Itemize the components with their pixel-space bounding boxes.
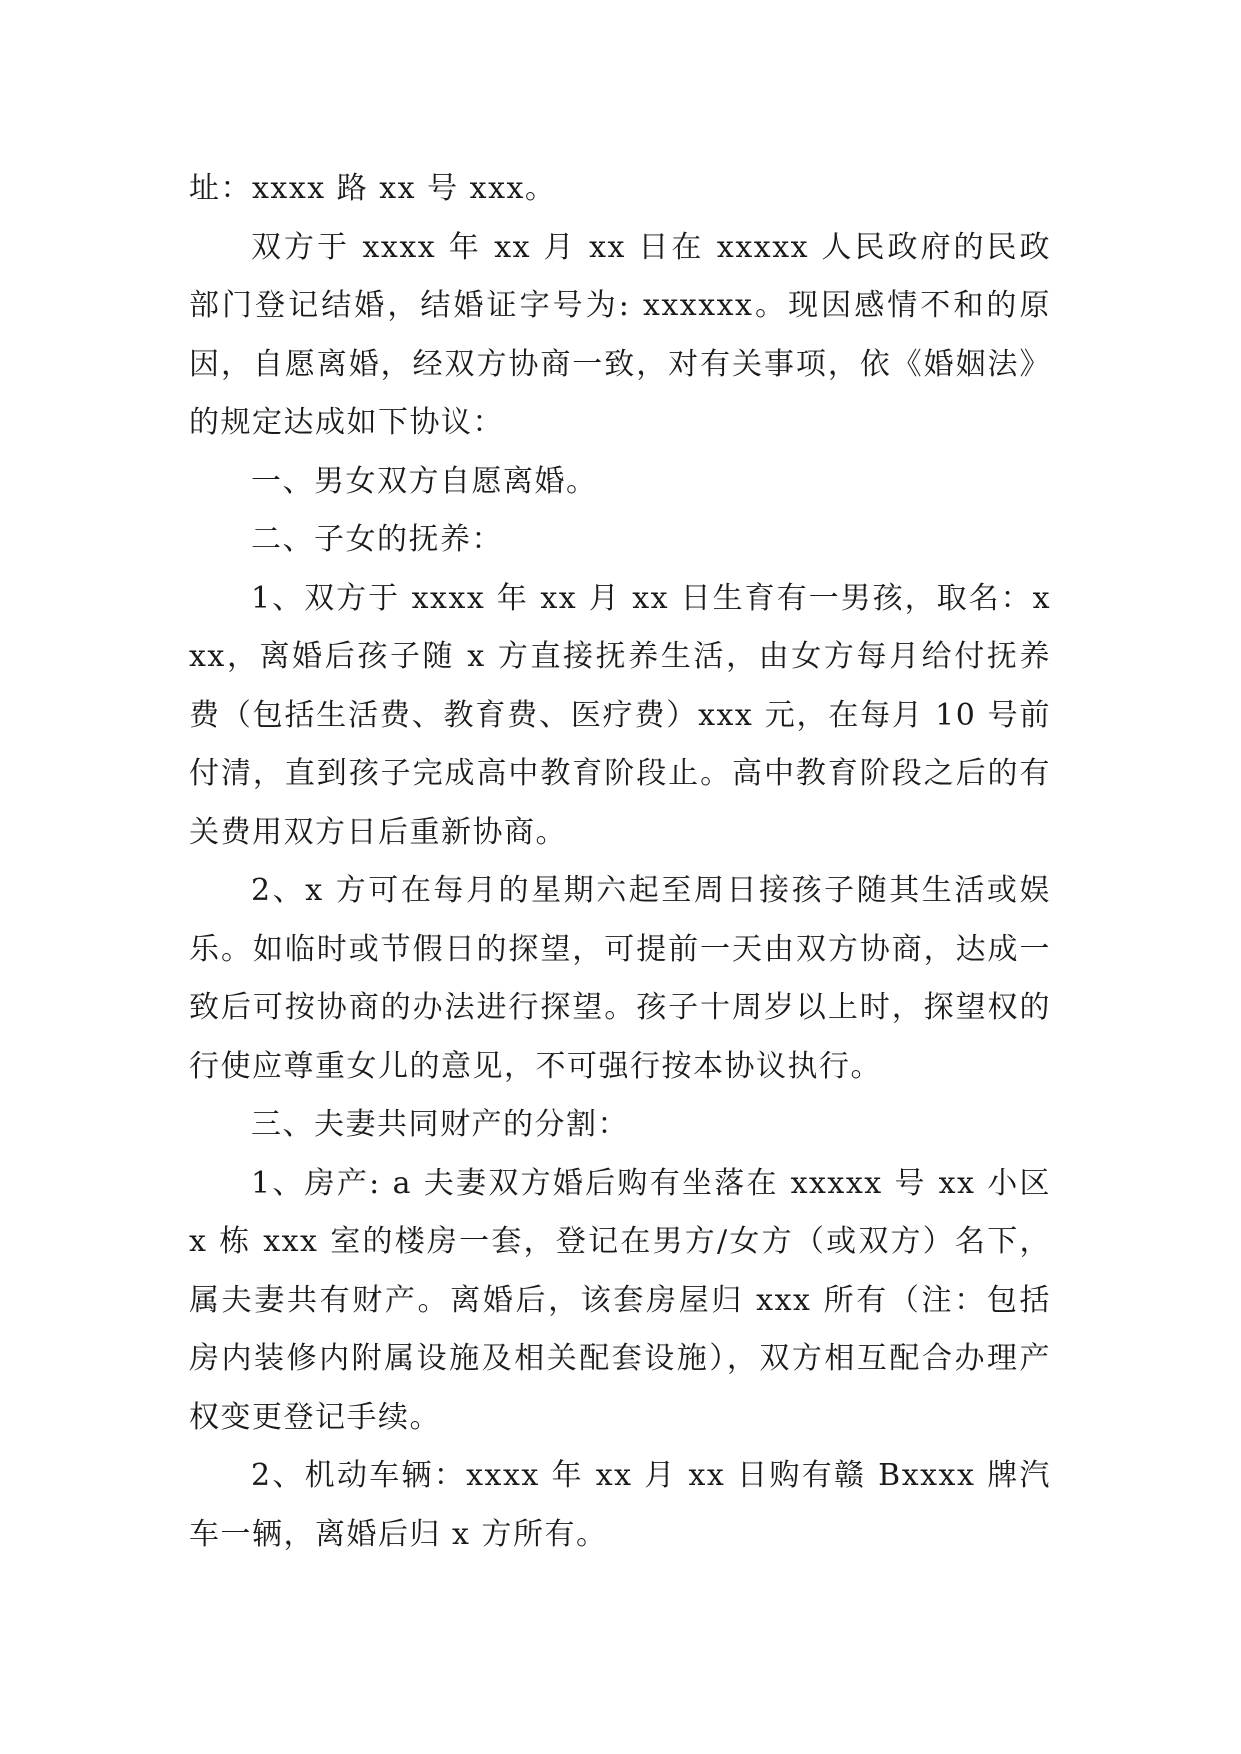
clause-3-item-2-vehicle: 2、机动车辆：xxxx 年 xx 月 xx 日购有赣 Bxxxx 牌汽车一辆，离婚后归 x 方所有。 xyxy=(189,1458,1051,1552)
clause-1-voluntary-divorce: 一、男女双方自愿离婚。 xyxy=(251,463,598,499)
address-line: 址：xxxx 路 xx 号 xxx。 xyxy=(189,171,557,206)
clause-3-item-1-real-estate: 1、房产: a 夫妻双方婚后购有坐落在 xxxxx 号 xx 小区 x 栋 xxx 室的楼房一套，登记在男方/女方（或双方）名下，属夫妻共有财产。离婚后，该套房屋归 xxx 所有（注：包括房内装修内附属设施及相关配套设施），双方相互配合办理产权变更登记手续。 xyxy=(189,1165,1051,1435)
clause-2-item-1-custody: 1、双方于 xxxx 年 xx 月 xx 日生育有一男孩，取名：xxx，离婚后孩子随 x 方直接抚养生活，由女方每月给付抚养费（包括生活费、教育费、医疗费）xxx 元，在每月 10 号前付清，直到孩子完成高中教育阶段止。高中教育阶段之后的有关费用双方日后重新协商。 xyxy=(189,580,1051,850)
clause-2-heading-child-support: 二、子女的抚养： xyxy=(251,522,503,557)
clause-3-heading-property-division: 三、夫妻共同财产的分割： xyxy=(251,1107,629,1142)
marriage-registration-paragraph: 双方于 xxxx 年 xx 月 xx 日在 xxxxx 人民政府的民政部门登记结婚，结婚证字号为: xxxxxx。现因感情不和的原因，自愿离婚，经双方协商一致，对有关事项，依《婚姻法》的规定达成如下协议： xyxy=(189,229,1051,440)
clause-2-item-2-visitation: 2、x 方可在每月的星期六起至周日接孩子随其生活或娱乐。如临时或节假日的探望，可提前一天由双方协商，达成一致后可按协商的办法进行探望。孩子十周岁以上时，探望权的行使应尊重女儿的意见，不可强行按本协议执行。 xyxy=(189,873,1051,1084)
document-body xyxy=(189,160,1051,1564)
